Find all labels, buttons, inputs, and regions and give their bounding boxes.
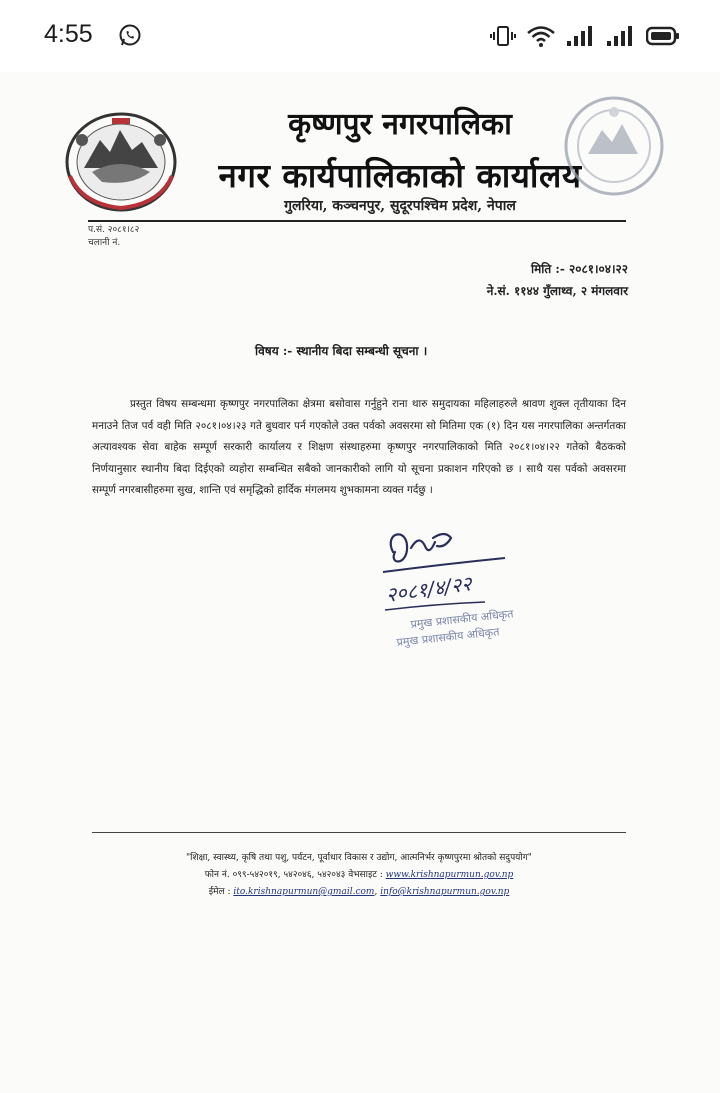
footer [92, 850, 626, 901]
stamp-line-1: प्रमुख प्रशासकीय अधिकृत [409, 607, 515, 631]
phone-numbers: फोन नं. ०९९-५४२०१९, ५४२०४६, ५४२०४३ वेभसाइट : [204, 870, 386, 880]
status-icons [490, 22, 680, 50]
battery-icon [646, 24, 680, 48]
dispatch-number: चलानी नं. [88, 238, 121, 248]
footer-divider [92, 832, 626, 833]
wifi-icon [526, 24, 556, 48]
notice-body: प्रस्तुत विषय सम्बन्धमा कृष्णपुर नगरपालिका क्षेत्रमा बसोवास गर्नुहुने राना थारु समुदायका महिलाहरुले श्रावण शुक्ल तृतीयाका दिन मनाउने तिज पर्व वही मिति २०८१।०४।२३ गते बुधवार पर्न गएकोले उक्त पर्वको अवसरमा सो मितिमा एक (१) दिन यस नगरपालिका अन्तर्गतका अत्यावश्यक सेवा बाहेक सम्पूर्ण सरकारी कार्यालय र शिक्षण संस्थाहरुमा कृष्णपुर नगरपालिकाको मिति २०८१।०४।२२ गतेको बैठकको निर्णयानुसार स्थानीय बिदा दिईएको व्यहोरा सम्बन्धित सबैको जानकारीको लागि यो सूचना प्रकाशन गरिएको छ । साथै यस पर्वको अवसरमा सम्पूर्ण नगरबासीहरुमा सुख, शान्ति एवं समृद्धिको हार्दिक मंगलमय शुभकामना व्यक्त गर्दछु । [92, 398, 626, 496]
municipality-name: कृष्णपुर नगरपालिका [288, 107, 512, 142]
status-time: 4:55 [44, 20, 93, 48]
vibrate-icon [490, 24, 516, 48]
date-nepal-sambat: ने.सं. ११४४ गुँलाथ्व, २ मंगलवार [486, 284, 628, 298]
email-label: ईमेल : [208, 887, 234, 897]
stamp-line-2: प्रमुख प्रशासकीय अधिकृत [395, 625, 501, 649]
reference-block [88, 224, 139, 250]
subject-line: विषय :- स्थानीय बिदा सम्बन्धी सूचना । [255, 344, 428, 358]
date-block [487, 258, 628, 302]
email-link-2[interactable]: info@krishnapurmun.gov.np [380, 887, 510, 897]
office-seal-icon [558, 90, 670, 202]
header-divider [88, 220, 626, 222]
fiscal-year: प.सं. २०८१।८२ [88, 225, 140, 235]
email-link-1[interactable]: ito.krishnapurmun@gmail.com [233, 887, 375, 897]
signal-2-icon [606, 24, 636, 48]
footer-contact [92, 867, 626, 884]
office-name: नगर कार्यपालिकाको कार्यालय [218, 156, 582, 195]
office-address: गुलरिया, कञ्चनपुर, सुदूरपश्चिम प्रदेश, नेपाल [284, 198, 516, 214]
whatsapp-icon [118, 23, 142, 47]
signature-date: २०८१/४/२२ [384, 571, 474, 607]
footer-motto: "शिक्षा, स्वास्थ्य, कृषि तथा पशु, पर्यटन, पूर्वाधार विकास र उद्योग, आत्मनिर्भर कृष्णपुरमा श्रोतको सदुपयोग" [186, 853, 532, 863]
nepal-emblem-icon [62, 106, 180, 214]
signal-1-icon [566, 24, 596, 48]
signature-stamp [375, 524, 545, 664]
status-bar [0, 0, 720, 72]
notice-document [0, 72, 720, 1093]
email-separator: , [374, 887, 381, 897]
footer-email [92, 884, 626, 901]
date-bs: मिति :- २०८१।०४।२२ [530, 262, 628, 276]
website-link[interactable]: www.krishnapurmun.gov.np [385, 870, 514, 880]
